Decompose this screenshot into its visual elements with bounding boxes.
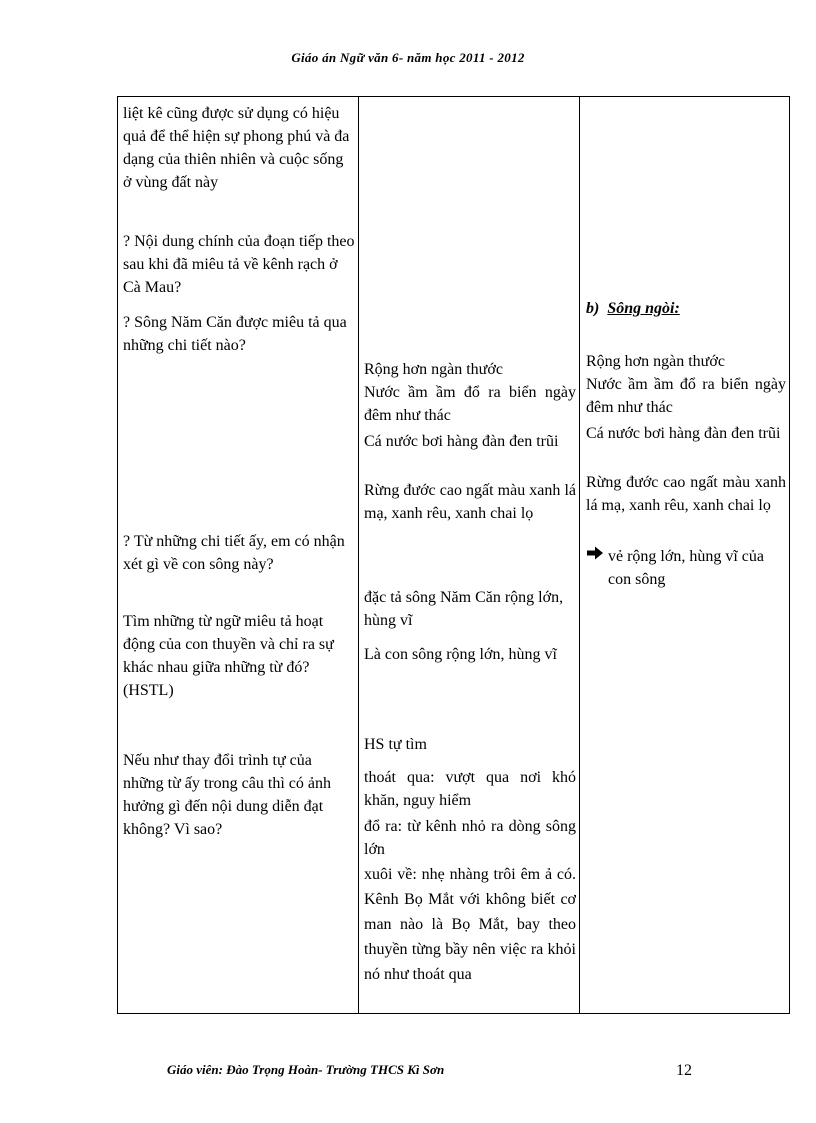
heading-text: Sông ngòi: — [607, 300, 680, 317]
heading-label: b) — [586, 300, 600, 317]
page-number: 12 — [676, 1062, 692, 1079]
col2-detail-1: Rộng hơn ngàn thước — [364, 361, 503, 378]
col3-content-3: Cá nước bơi hàng đàn đen trũi — [586, 425, 781, 442]
col2-answer-8: thoát qua: vượt qua nơi khó khăn, nguy hiểm — [364, 769, 576, 809]
col1-question-2: ? Nội dung chính của đoạn tiếp theo sau khi đã miêu tả về kênh rạch ở Cà Mau? — [123, 233, 355, 296]
conclusion-text: vẻ rộng lớn, hùng vĩ của con sông — [608, 548, 764, 588]
col2-answer-10: xuôi về: nhẹ nhàng trôi êm ả có. Kênh Bọ Mắt với không biết cơ man nào là Bọ Mắt, bay theo thuyền từng bầy nên việc ra khỏi nó như thoát qua — [364, 866, 576, 983]
col2-detail-2: Nước ầm ầm đổ ra biển ngày đêm như thác — [364, 384, 576, 424]
col2-detail-4: Rừng đước cao ngất màu xanh lá mạ, xanh rêu, xanh chai lọ — [364, 482, 576, 522]
col2-answer-5: đặc tả sông Năm Căn rộng lớn, hùng vĩ — [364, 589, 564, 629]
col1-question-6: Nếu như thay đổi trình tự của những từ ấy trong câu thì có ảnh hưởng gì đến nội dung diễn đạt không? Vì sao? — [123, 752, 331, 838]
column-divider — [358, 97, 359, 1013]
col2-answer-9: đổ ra: từ kênh nhỏ ra dòng sông lớn — [364, 818, 576, 858]
page-footer: Giáo viên: Đào Trọng Hoàn- Trường THCS Kì Sơn — [167, 1062, 445, 1077]
col1-question-3: ? Sông Năm Căn được miêu tả qua những chi tiết nào? — [123, 314, 347, 354]
col1-paragraph-1: liệt kê cũng được sử dụng có hiệu quả để thể hiện sự phong phú và đa dạng của thiên nhiên và cuộc sống ở vùng đất này — [123, 105, 350, 191]
col1-question-5: Tìm những từ ngữ miêu tả hoạt động của con thuyền và chỉ ra sự khác nhau giữa những từ đó? (HSTL) — [123, 613, 334, 699]
page-header: Giáo án Ngữ văn 6- năm học 2011 - 2012 — [291, 50, 525, 65]
column-divider — [579, 97, 580, 1013]
col2-detail-3: Cá nước bơi hàng đàn đen trũi — [364, 433, 559, 450]
col3-content-4: Rừng đước cao ngất màu xanh lá mạ, xanh rêu, xanh chai lọ — [586, 474, 786, 514]
col2-answer-6: Là con sông rộng lớn, hùng vĩ — [364, 646, 557, 663]
col1-question-4: ? Từ những chi tiết ấy, em có nhận xét gì về con sông này? — [123, 533, 345, 573]
lesson-table — [117, 96, 790, 1014]
col3-content-2: Nước ầm ầm đổ ra biển ngày đêm như thác — [586, 376, 786, 416]
col3-heading — [586, 297, 786, 320]
col2-answer-7: HS tự tìm — [364, 736, 427, 753]
right-arrow-icon — [586, 545, 608, 591]
col3-conclusion — [586, 545, 786, 591]
col3-content-1: Rộng hơn ngàn thước — [586, 353, 725, 370]
